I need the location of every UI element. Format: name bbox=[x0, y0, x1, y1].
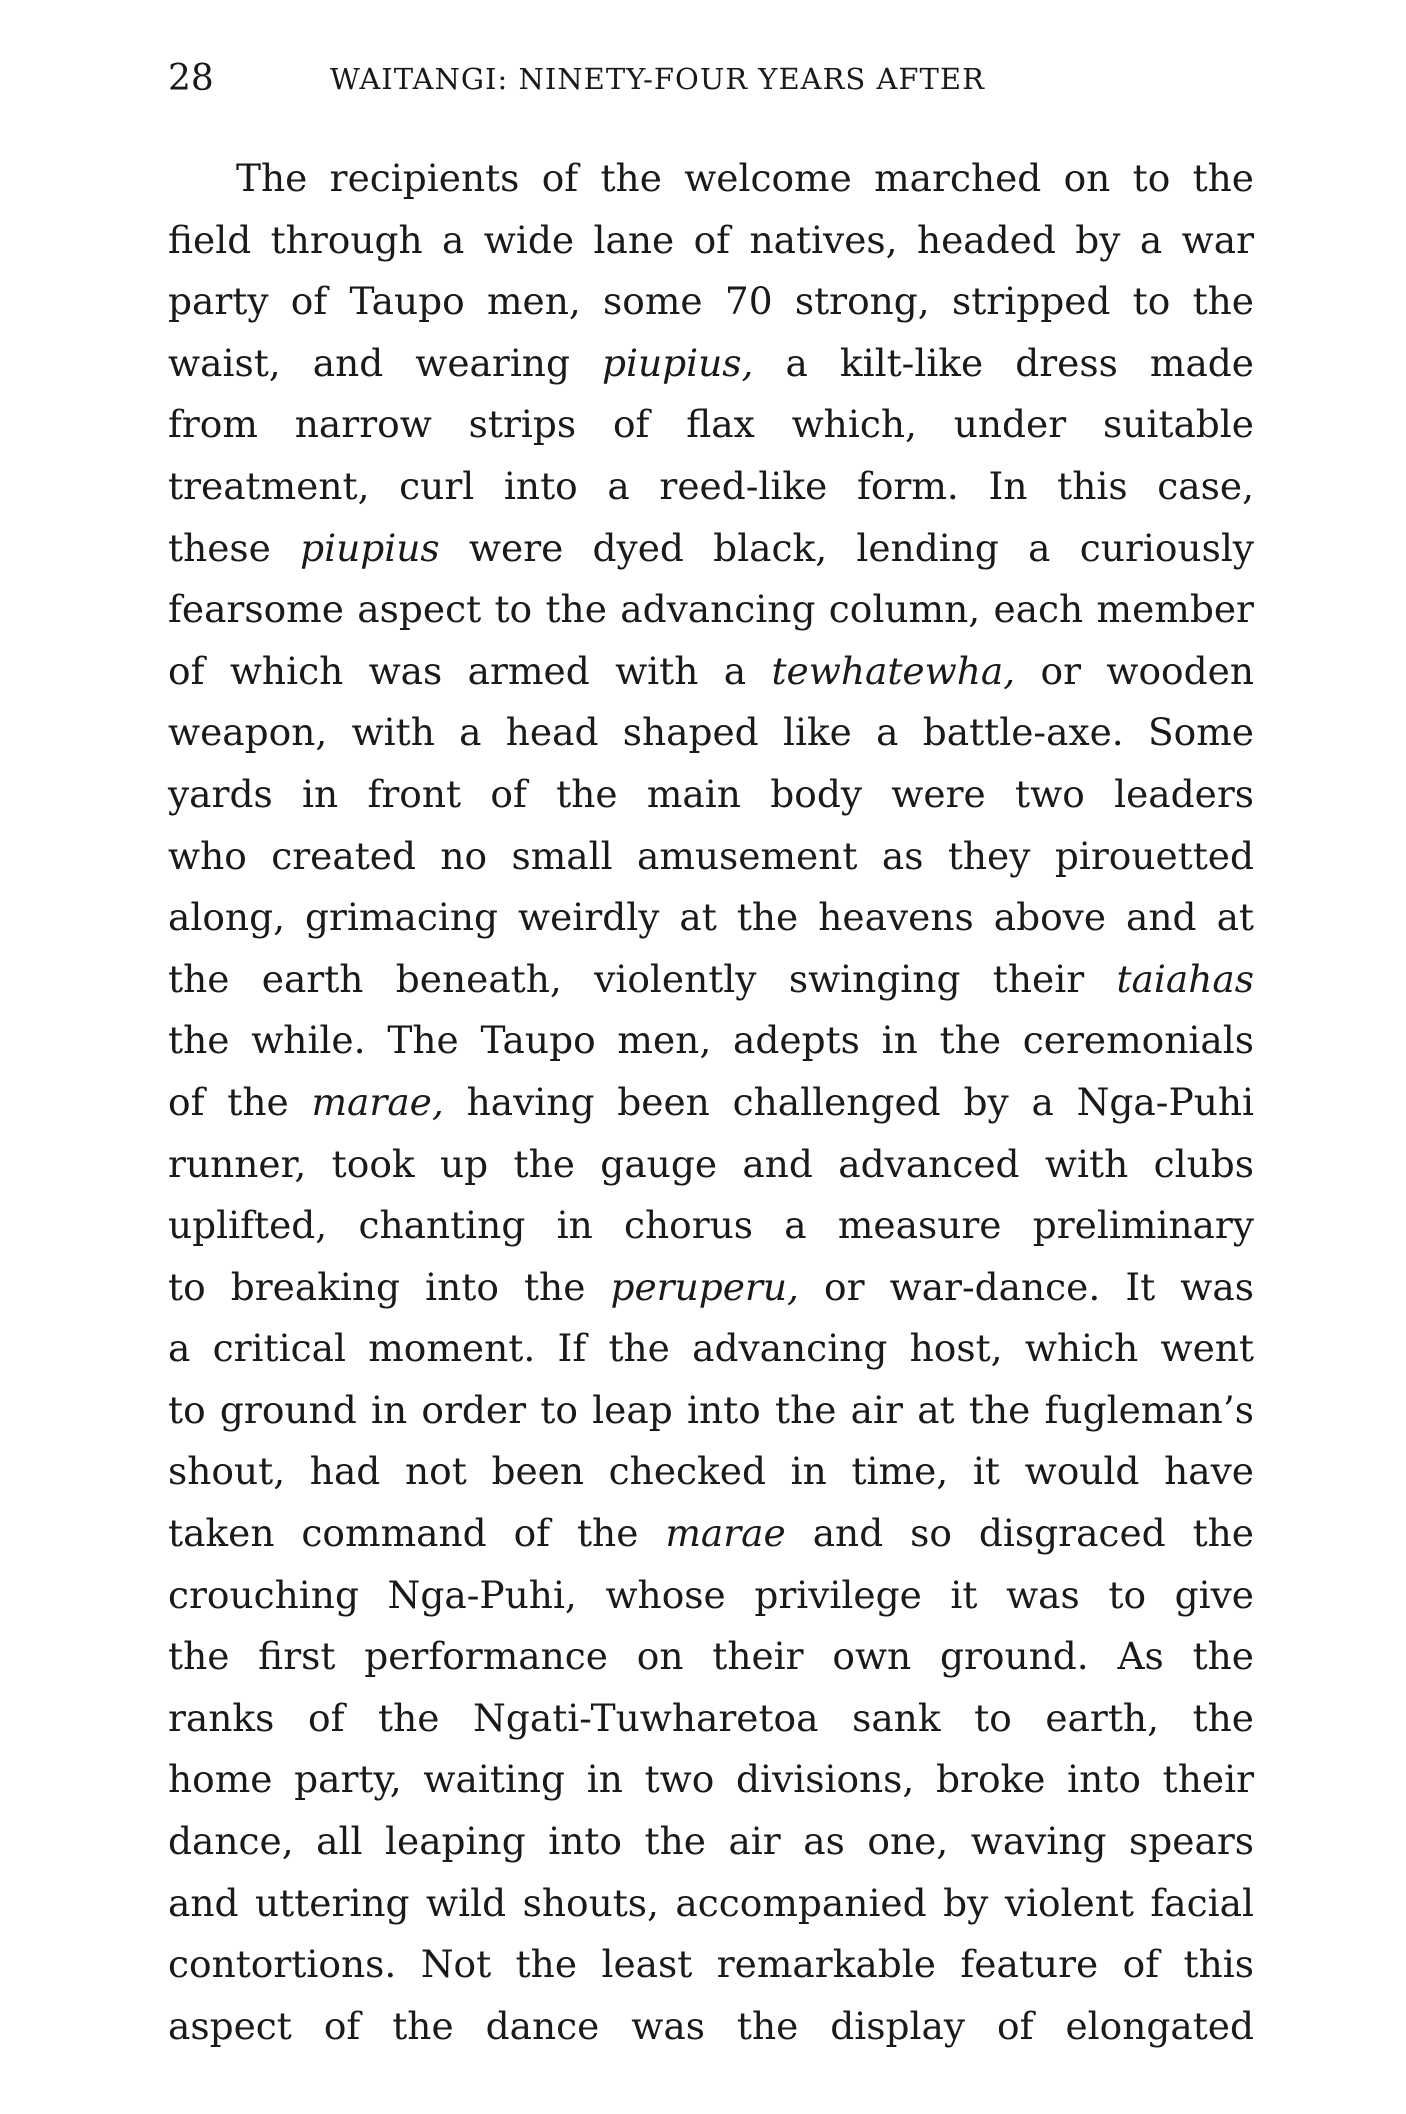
text-segment: who created no small amusement as they pirouetted bbox=[168, 833, 1254, 878]
text-segment: of the bbox=[168, 1079, 312, 1124]
text-line bbox=[168, 1134, 1254, 1196]
text-segment: taken command of the bbox=[168, 1511, 666, 1556]
text-line bbox=[168, 271, 1254, 333]
text-line bbox=[168, 1565, 1254, 1627]
text-line bbox=[168, 518, 1254, 580]
text-line bbox=[168, 1749, 1254, 1811]
running-title: WAITANGI: NINETY-FOUR YEARS AFTER bbox=[330, 62, 985, 96]
text-segment: home party, waiting in two divisions, broke into their bbox=[168, 1757, 1254, 1802]
text-line bbox=[168, 1626, 1254, 1688]
text-segment: treatment, curl into a reed-like form. In this case, bbox=[168, 463, 1254, 508]
text-line bbox=[168, 1934, 1254, 1996]
text-segment: and uttering wild shouts, accompanied by violent facial bbox=[168, 1880, 1254, 1925]
text-segment: yards in front of the main body were two leaders bbox=[168, 771, 1254, 816]
text-segment: and so disgraced the bbox=[785, 1511, 1254, 1556]
text-line bbox=[168, 210, 1254, 272]
text-line bbox=[168, 1811, 1254, 1873]
page-number: 28 bbox=[168, 58, 214, 99]
text-segment: or war-dance. It was bbox=[798, 1264, 1255, 1309]
text-segment: to breaking into the bbox=[168, 1264, 611, 1309]
text-segment: party of Taupo men, some 70 strong, stripped to the bbox=[168, 279, 1254, 324]
text-segment: the earth beneath, violently swinging their bbox=[168, 956, 1117, 1001]
text-line bbox=[168, 1441, 1254, 1503]
text-line bbox=[168, 579, 1254, 641]
text-line bbox=[168, 1195, 1254, 1257]
text-line bbox=[168, 641, 1254, 703]
text-segment: runner, took up the gauge and advanced with clubs bbox=[168, 1141, 1254, 1186]
italic-term: piupius, bbox=[602, 340, 754, 385]
text-line bbox=[168, 1010, 1254, 1072]
text-segment: crouching Nga-Puhi, whose privilege it was to give bbox=[168, 1572, 1254, 1617]
text-segment: ranks of the Ngati-Tuwharetoa sank to earth, the bbox=[168, 1695, 1254, 1740]
text-segment: contortions. Not the least remarkable feature of this bbox=[168, 1942, 1254, 1987]
italic-term: piupius bbox=[300, 525, 440, 570]
text-segment: weapon, with a head shaped like a battle-axe. Some bbox=[168, 710, 1254, 755]
text-segment: shout, had not been checked in time, it would have bbox=[168, 1449, 1254, 1494]
text-segment: the first performance on their own ground. As the bbox=[168, 1634, 1254, 1679]
text-line bbox=[168, 1072, 1254, 1134]
italic-term: peruperu, bbox=[610, 1264, 799, 1309]
italic-term: tewhatewha, bbox=[771, 648, 1016, 693]
text-segment: uplifted, chanting in chorus a measure preliminary bbox=[168, 1203, 1254, 1248]
text-segment: or wooden bbox=[1015, 648, 1254, 693]
text-segment: to ground in order to leap into the air at the fugleman’s bbox=[168, 1387, 1254, 1432]
italic-term: taiahas bbox=[1116, 956, 1254, 1001]
text-segment: of which was armed with a bbox=[168, 648, 772, 693]
text-line bbox=[168, 1257, 1254, 1319]
text-line bbox=[168, 333, 1254, 395]
text-line bbox=[168, 826, 1254, 888]
text-segment: along, grimacing weirdly at the heavens above and at bbox=[168, 895, 1254, 940]
text-line bbox=[168, 887, 1254, 949]
text-line bbox=[168, 1688, 1254, 1750]
text-segment: were dyed black, lending a curiously bbox=[439, 525, 1254, 570]
text-line bbox=[168, 1873, 1254, 1935]
text-line bbox=[168, 1503, 1254, 1565]
body-paragraph bbox=[168, 148, 1254, 2057]
text-segment: The recipients of the welcome marched on to the bbox=[236, 156, 1254, 200]
text-segment: the while. The Taupo men, adepts in the ceremonials bbox=[168, 1018, 1254, 1063]
text-segment: field through a wide lane of natives, headed by a war bbox=[168, 217, 1254, 262]
text-line bbox=[168, 702, 1254, 764]
text-segment: from narrow strips of flax which, under suitable bbox=[168, 402, 1254, 447]
text-line bbox=[168, 949, 1254, 1011]
text-line bbox=[168, 1318, 1254, 1380]
text-line bbox=[168, 1996, 1254, 2058]
text-segment: a kilt-like dress made bbox=[753, 340, 1254, 385]
text-segment: a critical moment. If the advancing host, which went bbox=[168, 1326, 1254, 1371]
text-segment: fearsome aspect to the advancing column, each member bbox=[168, 587, 1254, 632]
italic-term: marae, bbox=[311, 1079, 444, 1124]
text-line bbox=[168, 456, 1254, 518]
text-segment: waist, and wearing bbox=[168, 340, 602, 385]
running-head bbox=[168, 54, 1254, 104]
text-line bbox=[168, 764, 1254, 826]
italic-term: marae bbox=[665, 1511, 786, 1556]
text-line bbox=[168, 148, 1254, 210]
text-segment: dance, all leaping into the air as one, waving spears bbox=[168, 1819, 1254, 1864]
text-segment: these bbox=[168, 525, 301, 570]
text-segment: having been challenged by a Nga-Puhi bbox=[443, 1079, 1254, 1124]
text-line bbox=[168, 1380, 1254, 1442]
text-line bbox=[168, 394, 1254, 456]
text-segment: aspect of the dance was the display of elongated bbox=[168, 2003, 1254, 2048]
